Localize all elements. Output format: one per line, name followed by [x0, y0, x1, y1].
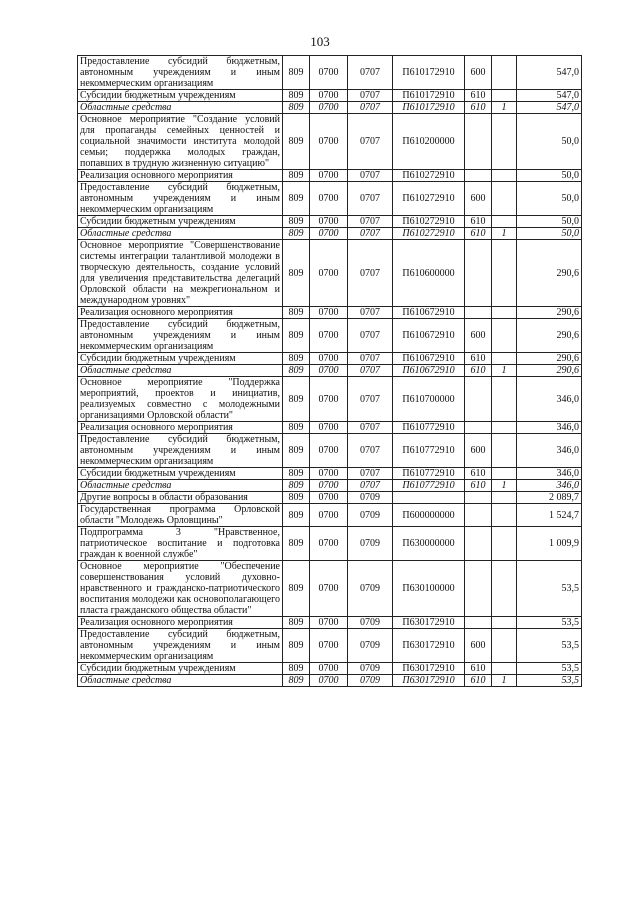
row-target-article-cell: П610172910 — [393, 56, 465, 90]
table-row — [78, 353, 582, 365]
row-subsection-code-cell: 0707 — [348, 240, 393, 307]
row-amount-cell: 290,6 — [517, 365, 582, 377]
row-department-code-cell: 809 — [283, 504, 310, 527]
row-amount-cell: 547,0 — [517, 90, 582, 102]
row-subsection-code-cell: 0707 — [348, 468, 393, 480]
row-amount-cell: 53,5 — [517, 629, 582, 663]
row-expense-type-cell: 610 — [465, 480, 492, 492]
row-section-code-cell: 0700 — [310, 468, 348, 480]
row-name-cell: Областные средства — [78, 228, 283, 240]
row-section-code-cell: 0700 — [310, 492, 348, 504]
row-department-code-cell: 809 — [283, 617, 310, 629]
row-funding-source-cell: 1 — [492, 365, 517, 377]
row-department-code-cell: 809 — [283, 663, 310, 675]
row-department-code-cell: 809 — [283, 319, 310, 353]
row-section-code-cell: 0700 — [310, 377, 348, 422]
row-section-code-cell: 0700 — [310, 90, 348, 102]
row-name-cell: Реализация основного мероприятия — [78, 307, 283, 319]
table-row — [78, 56, 582, 90]
row-subsection-code-cell: 0709 — [348, 492, 393, 504]
row-amount-cell: 53,5 — [517, 675, 582, 687]
row-section-code-cell: 0700 — [310, 561, 348, 617]
row-section-code-cell: 0700 — [310, 182, 348, 216]
row-department-code-cell: 809 — [283, 377, 310, 422]
row-subsection-code-cell: 0709 — [348, 675, 393, 687]
table-row — [78, 434, 582, 468]
row-department-code-cell: 809 — [283, 170, 310, 182]
row-section-code-cell: 0700 — [310, 307, 348, 319]
row-expense-type-cell: 610 — [465, 663, 492, 675]
table-row — [78, 480, 582, 492]
row-target-article-cell — [393, 492, 465, 504]
row-amount-cell: 346,0 — [517, 468, 582, 480]
row-funding-source-cell: 1 — [492, 480, 517, 492]
table-row — [78, 170, 582, 182]
row-target-article-cell: П610272910 — [393, 182, 465, 216]
row-amount-cell: 2 089,7 — [517, 492, 582, 504]
row-subsection-code-cell: 0707 — [348, 422, 393, 434]
row-amount-cell: 50,0 — [517, 182, 582, 216]
row-department-code-cell: 809 — [283, 182, 310, 216]
row-name-cell: Субсидии бюджетным учреждениям — [78, 353, 283, 365]
row-section-code-cell: 0700 — [310, 629, 348, 663]
row-section-code-cell: 0700 — [310, 102, 348, 114]
row-subsection-code-cell: 0707 — [348, 182, 393, 216]
row-expense-type-cell: 600 — [465, 319, 492, 353]
row-department-code-cell: 809 — [283, 114, 310, 170]
row-amount-cell: 346,0 — [517, 434, 582, 468]
row-target-article-cell: П630172910 — [393, 617, 465, 629]
table-row — [78, 102, 582, 114]
row-amount-cell: 50,0 — [517, 114, 582, 170]
table-row — [78, 675, 582, 687]
row-section-code-cell: 0700 — [310, 114, 348, 170]
row-department-code-cell: 809 — [283, 102, 310, 114]
table-row — [78, 468, 582, 480]
row-target-article-cell: П630100000 — [393, 561, 465, 617]
table-row — [78, 663, 582, 675]
row-department-code-cell: 809 — [283, 675, 310, 687]
row-name-cell: Субсидии бюджетным учреждениям — [78, 216, 283, 228]
row-subsection-code-cell: 0707 — [348, 170, 393, 182]
row-subsection-code-cell: 0709 — [348, 663, 393, 675]
row-name-cell: Областные средства — [78, 480, 283, 492]
row-amount-cell: 346,0 — [517, 480, 582, 492]
row-expense-type-cell: 610 — [465, 216, 492, 228]
row-name-cell: Областные средства — [78, 675, 283, 687]
table-row — [78, 492, 582, 504]
row-amount-cell: 1 009,9 — [517, 527, 582, 561]
row-subsection-code-cell: 0709 — [348, 527, 393, 561]
row-amount-cell: 547,0 — [517, 56, 582, 90]
table-row — [78, 90, 582, 102]
row-funding-source-cell — [492, 353, 517, 365]
table-row — [78, 182, 582, 216]
row-name-cell: Субсидии бюджетным учреждениям — [78, 90, 283, 102]
row-subsection-code-cell: 0709 — [348, 504, 393, 527]
row-funding-source-cell — [492, 561, 517, 617]
row-department-code-cell: 809 — [283, 527, 310, 561]
row-section-code-cell: 0700 — [310, 663, 348, 675]
row-amount-cell: 50,0 — [517, 228, 582, 240]
row-section-code-cell: 0700 — [310, 675, 348, 687]
row-name-cell: Предоставление субсидий бюджетным, автономным учреждениям и иным некоммерческим организациям — [78, 629, 283, 663]
row-funding-source-cell — [492, 170, 517, 182]
row-subsection-code-cell: 0707 — [348, 228, 393, 240]
row-target-article-cell: П610772910 — [393, 434, 465, 468]
table-row — [78, 377, 582, 422]
row-funding-source-cell — [492, 492, 517, 504]
row-funding-source-cell — [492, 240, 517, 307]
row-name-cell: Предоставление субсидий бюджетным, автономным учреждениям и иным некоммерческим организациям — [78, 182, 283, 216]
row-amount-cell: 290,6 — [517, 353, 582, 365]
row-target-article-cell: П610672910 — [393, 319, 465, 353]
row-section-code-cell: 0700 — [310, 504, 348, 527]
row-subsection-code-cell: 0707 — [348, 377, 393, 422]
row-target-article-cell: П610172910 — [393, 102, 465, 114]
row-funding-source-cell — [492, 422, 517, 434]
row-target-article-cell: П610772910 — [393, 422, 465, 434]
table-row — [78, 504, 582, 527]
row-subsection-code-cell: 0707 — [348, 307, 393, 319]
budget-table — [77, 55, 582, 687]
row-target-article-cell: П610600000 — [393, 240, 465, 307]
row-department-code-cell: 809 — [283, 365, 310, 377]
row-subsection-code-cell: 0707 — [348, 480, 393, 492]
row-name-cell: Предоставление субсидий бюджетным, автономным учреждениям и иным некоммерческим организациям — [78, 56, 283, 90]
row-expense-type-cell: 600 — [465, 629, 492, 663]
row-expense-type-cell — [465, 114, 492, 170]
row-expense-type-cell — [465, 561, 492, 617]
row-target-article-cell: П610700000 — [393, 377, 465, 422]
row-name-cell: Областные средства — [78, 365, 283, 377]
row-funding-source-cell: 1 — [492, 675, 517, 687]
page-number: 103 — [310, 34, 330, 49]
row-expense-type-cell: 600 — [465, 56, 492, 90]
row-section-code-cell: 0700 — [310, 240, 348, 307]
row-subsection-code-cell: 0709 — [348, 629, 393, 663]
row-expense-type-cell: 610 — [465, 90, 492, 102]
row-amount-cell: 290,6 — [517, 240, 582, 307]
row-expense-type-cell — [465, 377, 492, 422]
row-section-code-cell: 0700 — [310, 434, 348, 468]
table-row — [78, 561, 582, 617]
row-subsection-code-cell: 0707 — [348, 216, 393, 228]
row-department-code-cell: 809 — [283, 422, 310, 434]
row-expense-type-cell — [465, 422, 492, 434]
row-section-code-cell: 0700 — [310, 365, 348, 377]
row-name-cell: Субсидии бюджетным учреждениям — [78, 468, 283, 480]
row-section-code-cell: 0700 — [310, 170, 348, 182]
row-target-article-cell: П610200000 — [393, 114, 465, 170]
row-funding-source-cell — [492, 114, 517, 170]
row-section-code-cell: 0700 — [310, 480, 348, 492]
table-row — [78, 527, 582, 561]
row-amount-cell: 53,5 — [517, 663, 582, 675]
row-name-cell: Предоставление субсидий бюджетным, автономным учреждениям и иным некоммерческим организациям — [78, 434, 283, 468]
row-subsection-code-cell: 0707 — [348, 353, 393, 365]
row-target-article-cell: П610172910 — [393, 90, 465, 102]
row-subsection-code-cell: 0707 — [348, 90, 393, 102]
row-expense-type-cell: 600 — [465, 434, 492, 468]
row-name-cell: Реализация основного мероприятия — [78, 170, 283, 182]
row-department-code-cell: 809 — [283, 90, 310, 102]
row-target-article-cell: П630172910 — [393, 663, 465, 675]
row-expense-type-cell — [465, 240, 492, 307]
table-row — [78, 629, 582, 663]
row-funding-source-cell — [492, 307, 517, 319]
row-subsection-code-cell: 0707 — [348, 102, 393, 114]
row-subsection-code-cell: 0707 — [348, 319, 393, 353]
row-target-article-cell: П600000000 — [393, 504, 465, 527]
row-target-article-cell: П610272910 — [393, 216, 465, 228]
row-name-cell: Областные средства — [78, 102, 283, 114]
table-row — [78, 114, 582, 170]
row-name-cell: Основное мероприятие "Совершенствование системы интеграции талантливой молодежи в творческую деятельность, создание условий для увеличения представительства делегаций Орловской области на межрегиональном и международном уровнях" — [78, 240, 283, 307]
row-funding-source-cell — [492, 216, 517, 228]
row-expense-type-cell — [465, 617, 492, 629]
row-expense-type-cell — [465, 170, 492, 182]
row-name-cell: Другие вопросы в области образования — [78, 492, 283, 504]
row-department-code-cell: 809 — [283, 492, 310, 504]
table-row — [78, 422, 582, 434]
table-row — [78, 240, 582, 307]
row-funding-source-cell — [492, 182, 517, 216]
table-row — [78, 617, 582, 629]
row-subsection-code-cell: 0707 — [348, 56, 393, 90]
row-amount-cell: 50,0 — [517, 170, 582, 182]
row-expense-type-cell — [465, 492, 492, 504]
row-funding-source-cell: 1 — [492, 102, 517, 114]
row-name-cell: Основное мероприятие "Обеспечение совершенствования условий духовно-нравственного и гражданско-патриотического воспитания молодежи как основополагающего пласта гражданского общества области" — [78, 561, 283, 617]
row-department-code-cell: 809 — [283, 434, 310, 468]
row-target-article-cell: П630000000 — [393, 527, 465, 561]
row-name-cell: Государственная программа Орловской области "Молодежь Орловщины" — [78, 504, 283, 527]
row-target-article-cell: П610672910 — [393, 307, 465, 319]
row-funding-source-cell — [492, 468, 517, 480]
table-row — [78, 307, 582, 319]
row-section-code-cell: 0700 — [310, 319, 348, 353]
row-amount-cell: 290,6 — [517, 307, 582, 319]
row-department-code-cell: 809 — [283, 480, 310, 492]
row-funding-source-cell — [492, 377, 517, 422]
row-expense-type-cell: 610 — [465, 102, 492, 114]
row-section-code-cell: 0700 — [310, 228, 348, 240]
row-target-article-cell: П630172910 — [393, 675, 465, 687]
row-department-code-cell: 809 — [283, 240, 310, 307]
row-department-code-cell: 809 — [283, 228, 310, 240]
row-expense-type-cell: 610 — [465, 365, 492, 377]
row-section-code-cell: 0700 — [310, 422, 348, 434]
row-name-cell: Подпрограмма 3 "Нравственное, патриотическое воспитание и подготовка граждан к военной службе" — [78, 527, 283, 561]
table-row — [78, 319, 582, 353]
row-funding-source-cell: 1 — [492, 228, 517, 240]
row-section-code-cell: 0700 — [310, 353, 348, 365]
row-funding-source-cell — [492, 56, 517, 90]
row-expense-type-cell: 610 — [465, 228, 492, 240]
table-row — [78, 228, 582, 240]
row-department-code-cell: 809 — [283, 56, 310, 90]
row-subsection-code-cell: 0709 — [348, 617, 393, 629]
row-amount-cell: 346,0 — [517, 422, 582, 434]
row-funding-source-cell — [492, 663, 517, 675]
row-name-cell: Основное мероприятие "Создание условий для пропаганды семейных ценностей и социальной значимости института молодой семьи; поддержка молодых граждан, попавших в трудную жизненную ситуацию" — [78, 114, 283, 170]
row-amount-cell: 346,0 — [517, 377, 582, 422]
row-subsection-code-cell: 0707 — [348, 434, 393, 468]
row-name-cell: Реализация основного мероприятия — [78, 422, 283, 434]
row-department-code-cell: 809 — [283, 629, 310, 663]
row-department-code-cell: 809 — [283, 561, 310, 617]
row-section-code-cell: 0700 — [310, 527, 348, 561]
row-amount-cell: 290,6 — [517, 319, 582, 353]
row-expense-type-cell — [465, 527, 492, 561]
row-funding-source-cell — [492, 90, 517, 102]
row-expense-type-cell: 600 — [465, 182, 492, 216]
row-target-article-cell: П630172910 — [393, 629, 465, 663]
row-funding-source-cell — [492, 617, 517, 629]
row-amount-cell: 1 524,7 — [517, 504, 582, 527]
row-subsection-code-cell: 0709 — [348, 561, 393, 617]
row-subsection-code-cell: 0707 — [348, 114, 393, 170]
row-funding-source-cell — [492, 527, 517, 561]
row-name-cell: Реализация основного мероприятия — [78, 617, 283, 629]
row-section-code-cell: 0700 — [310, 617, 348, 629]
row-amount-cell: 547,0 — [517, 102, 582, 114]
row-subsection-code-cell: 0707 — [348, 365, 393, 377]
row-target-article-cell: П610772910 — [393, 480, 465, 492]
row-funding-source-cell — [492, 434, 517, 468]
table-row — [78, 216, 582, 228]
row-section-code-cell: 0700 — [310, 216, 348, 228]
row-name-cell: Основное мероприятие "Поддержка мероприятий, проектов и инициатив, реализуемых совместно с молодежными организациями Орловской области" — [78, 377, 283, 422]
row-expense-type-cell: 610 — [465, 675, 492, 687]
row-expense-type-cell: 610 — [465, 468, 492, 480]
row-section-code-cell: 0700 — [310, 56, 348, 90]
row-amount-cell: 53,5 — [517, 617, 582, 629]
row-expense-type-cell — [465, 504, 492, 527]
row-department-code-cell: 809 — [283, 307, 310, 319]
row-amount-cell: 50,0 — [517, 216, 582, 228]
row-target-article-cell: П610272910 — [393, 228, 465, 240]
row-amount-cell: 53,5 — [517, 561, 582, 617]
row-target-article-cell: П610272910 — [393, 170, 465, 182]
row-name-cell: Субсидии бюджетным учреждениям — [78, 663, 283, 675]
row-expense-type-cell: 610 — [465, 353, 492, 365]
row-name-cell: Предоставление субсидий бюджетным, автономным учреждениям и иным некоммерческим организациям — [78, 319, 283, 353]
row-target-article-cell: П610772910 — [393, 468, 465, 480]
row-department-code-cell: 809 — [283, 468, 310, 480]
row-target-article-cell: П610672910 — [393, 353, 465, 365]
row-target-article-cell: П610672910 — [393, 365, 465, 377]
row-funding-source-cell — [492, 504, 517, 527]
row-department-code-cell: 809 — [283, 216, 310, 228]
row-expense-type-cell — [465, 307, 492, 319]
row-funding-source-cell — [492, 629, 517, 663]
table-row — [78, 365, 582, 377]
row-department-code-cell: 809 — [283, 353, 310, 365]
row-funding-source-cell — [492, 319, 517, 353]
